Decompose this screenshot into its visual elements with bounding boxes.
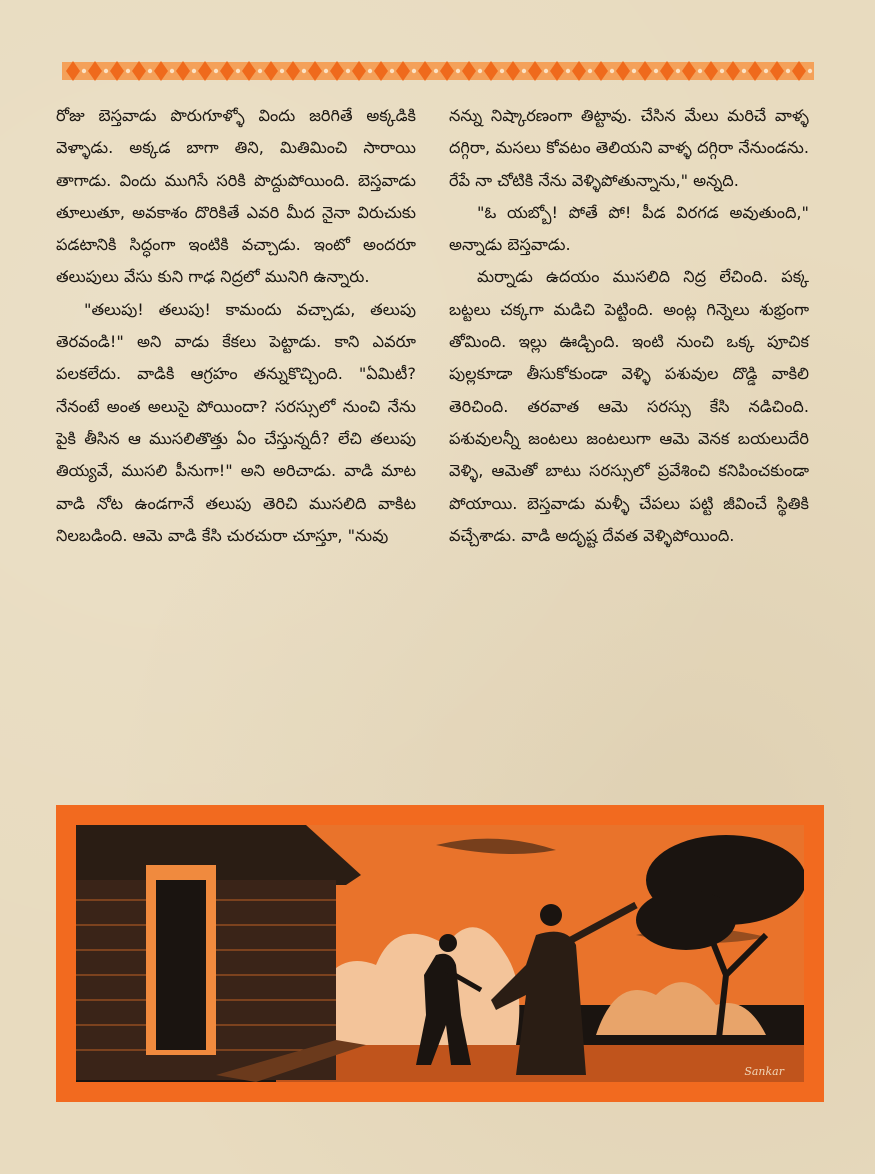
- artist-signature: Sankar: [744, 1065, 784, 1078]
- illustration-image: [76, 825, 804, 1082]
- paragraph: రోజు బెస్తవాడు పొరుగూళ్ళో విందు జరిగితే అక్కడికి వెళ్ళాడు. అక్కడ బాగా తిని, మితిమించి సారాయి తాగాడు. విందు ముగిసే సరికి పొద్దుపోయింది. బెస్తవాడు తూలుతూ, అవకాశం దొరికితే ఎవరి మీద నైనా విరుచుకు పడటానికి సిద్ధంగా ఇంటికి వచ్చాడు. ఇంటో అందరూ తలుపులు వేసు కుని గాఢ నిద్రలో మునిగి ఉన్నారు.: [56, 106, 416, 287]
- paragraph: "తలుపు! తలుపు! కామందు వచ్చాడు, తలుపు తెరవండి!" అని వాడు కేకలు పెట్టాడు. కాని ఎవరూ పలకలేదు. వాడికి ఆగ్రహం తన్నుకొచ్చింది. "ఏమిటీ? నేనంటే అంత అలుసై పోయిందా? సరస్సులో నుంచి నేను పైకి తీసిన ఆ ముసలితొత్తు ఏం చేస్తున్నదీ? లేచి తలుపు తియ్యవే, ముసలి పీనుగా!" అని అరిచాడు. వాడి మాట వాడి నోట ఉండగానే తలుపు తెరిచి ముసలిది వాకిట నిలబడింది. ఆమె వాడి కేసి చురచురా చూస్తూ, "నువు: [56, 299, 416, 545]
- paragraph: మర్నాడు ఉదయం ముసలిది నిద్ర లేచింది. పక్క బట్టలు చక్కగా మడిచి పెట్టింది. అంట్ల గిన్నెలు శుభ్రంగా తోమింది. ఇల్లు ఊడ్చింది. ఇంటి నుంచి ఒక్క పూచిక పుల్లకూడా తీసుకోకుండా వెళ్ళి పశువుల దొడ్డి వాకిలి తెరిచింది. తరవాత ఆమె సరస్సు కేసి నడిచింది. పశువులన్నీ జంటలు జంటలుగా ఆమె వెనక బయలుదేరి వెళ్ళి, ఆమెతో బాటు సరస్సులో ప్రవేశించి కనిపించకుండా పోయాయి. బెస్తవాడు మళ్ళీ చేపలు పట్టి జీవించే స్థితికి వచ్చేశాడు. వాడి అదృష్ట దేవత వెళ్ళిపోయింది.: [449, 267, 809, 545]
- decorative-border: [62, 58, 814, 84]
- right-column: [449, 100, 809, 552]
- paragraph: "ఓ యబ్బో! పోతే పో! పీడ విరగడ అవుతుంది," అన్నాడు బెస్తవాడు.: [449, 202, 809, 255]
- ornament-icon: [62, 58, 814, 84]
- left-column: [56, 100, 416, 552]
- paragraph: నన్ను నిష్కారణంగా తిట్టావు. చేసిన మేలు మరిచే వాళ్ళ దగ్గిరా, మసలు కోవటం తెలియని వాళ్ళ దగ్గిరా నేనుండను. రేపే నా చోటికి నేను వెళ్ళిపోతున్నాను," అన్నది.: [449, 106, 809, 190]
- story-illustration: [56, 805, 824, 1102]
